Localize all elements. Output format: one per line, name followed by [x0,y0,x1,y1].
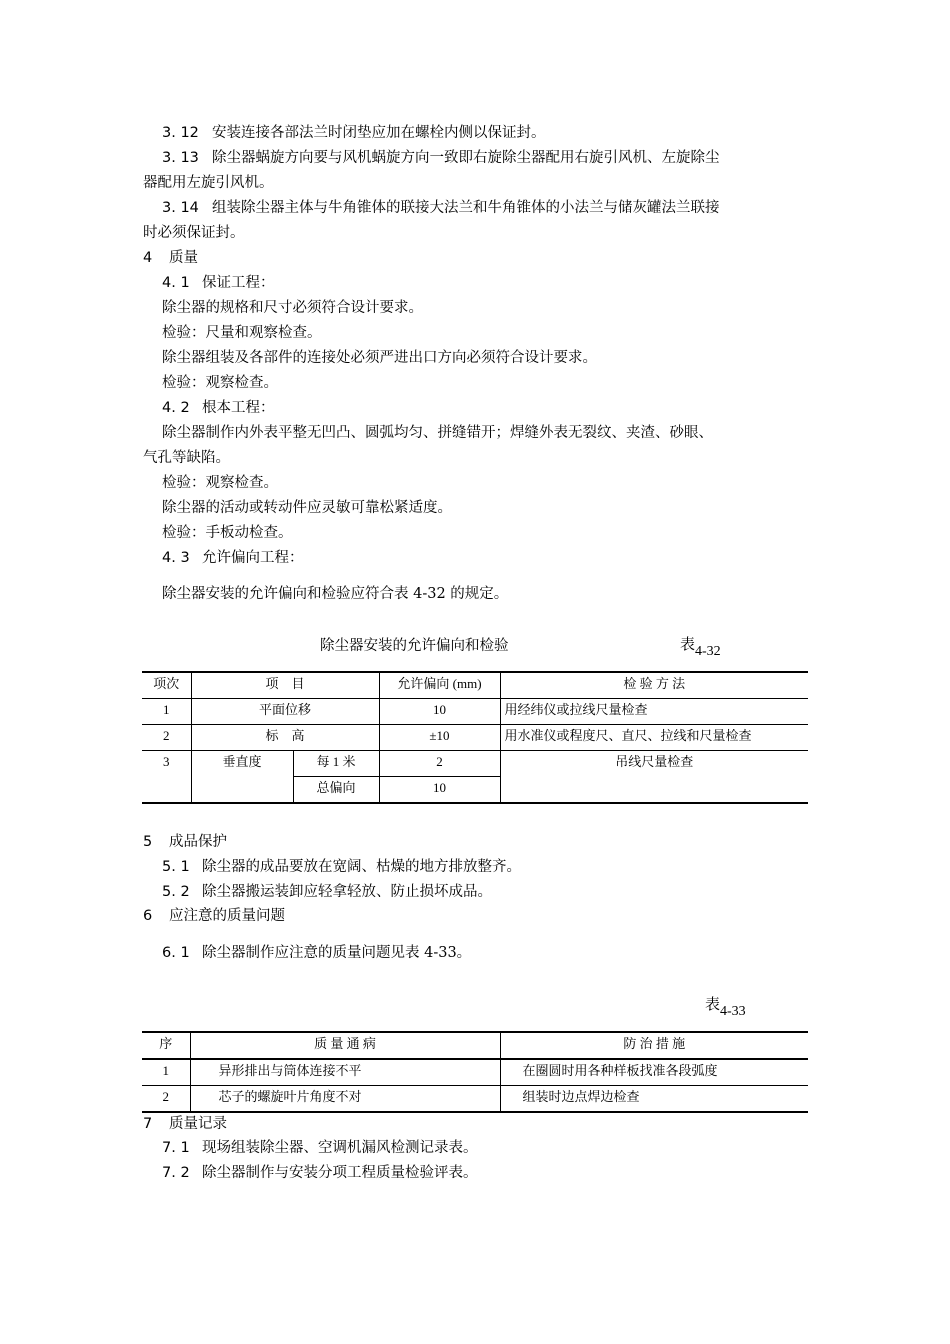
para-text: 除尘器搬运装卸应轻拿轻放、防止损坏成品。 [202,884,492,900]
heading-text: 应注意的质量问题 [169,908,285,924]
table-label: 表 [705,995,721,1013]
para-text: 组装除尘器主体与牛角锥体的联接大法兰和牛角锥体的小法兰与储灰罐法兰联接 [212,200,720,216]
para-4-2-b: 气孔等缺陷。 [143,450,230,466]
para-text: 保证工程： [202,275,275,291]
heading-number: 6 [143,908,153,924]
header-cell: 项 目 [191,672,379,699]
heading-text: 质量 [169,250,198,266]
para-4-2-c: 检验：观察检查。 [162,475,278,491]
para-number: 4. 2 [162,400,190,416]
table-header-row [142,672,808,699]
para-number: 3. 14 [162,200,199,216]
para-3-13 [162,148,720,168]
para-4-1 [162,273,275,293]
cell-no: 2 [142,1086,190,1113]
header-cell: 防 治 措 施 [500,1032,808,1059]
para-number: 3. 12 [162,125,199,141]
cell-no: 1 [142,699,191,725]
para-4-2-a: 除尘器制作内外表平整无凹凸、圆弧均匀、拼缝错开；焊缝外表无裂纹、夹渣、砂眼、 [162,425,713,441]
para-text: 除尘器制作应注意的质量问题见表 4-33。 [202,945,472,961]
table-row [142,725,808,751]
cell-method: 吊线尺量检查 [500,751,808,804]
header-cell: 序 [142,1032,190,1059]
table-label: 表 [680,635,696,653]
para-3-14 [162,198,720,218]
table-4-32 [142,671,808,804]
para-4-3 [162,548,304,568]
table-4-33-label [705,993,746,1019]
para-4-2-e: 检验：手板动检查。 [162,525,293,541]
cell-item: 标 高 [191,725,379,751]
para-text: 除尘器制作与安装分项工程质量检验评表。 [202,1165,478,1181]
cell-subitem: 每 1 米 [293,751,379,777]
para-4-2-d: 除尘器的活动或转动件应灵敏可靠松紧适度。 [162,500,452,516]
header-cell: 允许偏向 (mm) [379,672,500,699]
heading-text: 质量记录 [169,1116,227,1132]
para-text: 现场组装除尘器、空调机漏风检测记录表。 [202,1140,478,1156]
para-4-3-a: 除尘器安装的允许偏向和检验应符合表 4-32 的规定。 [162,586,509,602]
cell-value: ±10 [379,725,500,751]
para-text: 除尘器的成品要放在宽阔、枯燥的地方排放整齐。 [202,859,521,875]
para-text: 根本工程： [202,400,275,416]
table-header-row [142,1032,808,1059]
para-number: 4. 3 [162,550,190,566]
para-7-1 [162,1138,478,1158]
cell-no: 2 [142,725,191,751]
para-4-1-c: 除尘器组装及各部件的连接处必须严进出口方向必须符合设计要求。 [162,350,597,366]
heading-5 [143,832,227,852]
cell-problem: 芯子的螺旋叶片角度不对 [190,1086,500,1113]
heading-7 [143,1114,227,1134]
para-text: 允许偏向工程： [202,550,304,566]
cell-measure: 组装时边点焊边检查 [500,1086,808,1113]
cell-subitem: 总偏向 [293,777,379,804]
table-row [142,1086,808,1113]
cell-value: 2 [379,751,500,777]
cell-item: 平面位移 [191,699,379,725]
table-row [142,699,808,725]
para-3-13-cont: 器配用左旋引风机。 [143,175,274,191]
heading-4 [143,248,198,268]
para-5-2 [162,882,492,902]
table-4-32-label [680,633,721,659]
table-4-33 [142,1031,808,1113]
cell-measure: 在圈圆时用各种样板找准各段弧度 [500,1059,808,1086]
header-cell: 质 量 通 病 [190,1032,500,1059]
para-4-1-a: 除尘器的规格和尺寸必须符合设计要求。 [162,300,423,316]
table-4-32-caption: 除尘器安装的允许偏向和检验 [320,638,509,654]
para-4-1-d: 检验：观察检查。 [162,375,278,391]
para-3-14-cont: 时必须保证封。 [143,225,245,241]
heading-number: 4 [143,250,153,266]
para-6-1 [162,943,471,963]
table-number: 4-32 [695,644,721,659]
cell-method: 用水准仪或程度尺、直尺、拉线和尺量检查 [500,725,808,751]
cell-method: 用经纬仪或拉线尺量检查 [500,699,808,725]
para-number: 7. 1 [162,1140,190,1156]
para-4-1-b: 检验：尺量和观察检查。 [162,325,322,341]
para-number: 6. 1 [162,945,190,961]
cell-item: 垂直度 [191,751,293,804]
cell-no: 3 [142,751,191,804]
cell-no: 1 [142,1059,190,1086]
table-number: 4-33 [720,1004,746,1019]
para-text: 安装连接各部法兰时闭垫应加在螺栓内侧以保证封。 [212,125,546,141]
cell-value: 10 [379,699,500,725]
para-number: 4. 1 [162,275,190,291]
cell-value: 10 [379,777,500,804]
heading-number: 7 [143,1116,153,1132]
para-4-2 [162,398,275,418]
para-text: 除尘器蜗旋方向要与风机蜗旋方向一致即右旋除尘器配用右旋引风机、左旋除尘 [212,150,720,166]
para-5-1 [162,857,521,877]
para-7-2 [162,1163,478,1183]
para-number: 5. 2 [162,884,190,900]
table-row [142,751,808,777]
cell-problem: 异形排出与筒体连接不平 [190,1059,500,1086]
heading-number: 5 [143,834,153,850]
para-number: 3. 13 [162,150,199,166]
para-3-12 [162,123,546,143]
header-cell: 项次 [142,672,191,699]
para-number: 7. 2 [162,1165,190,1181]
heading-text: 成品保护 [169,834,227,850]
table-row [142,1059,808,1086]
header-cell: 检 验 方 法 [500,672,808,699]
para-number: 5. 1 [162,859,190,875]
heading-6 [143,906,285,926]
